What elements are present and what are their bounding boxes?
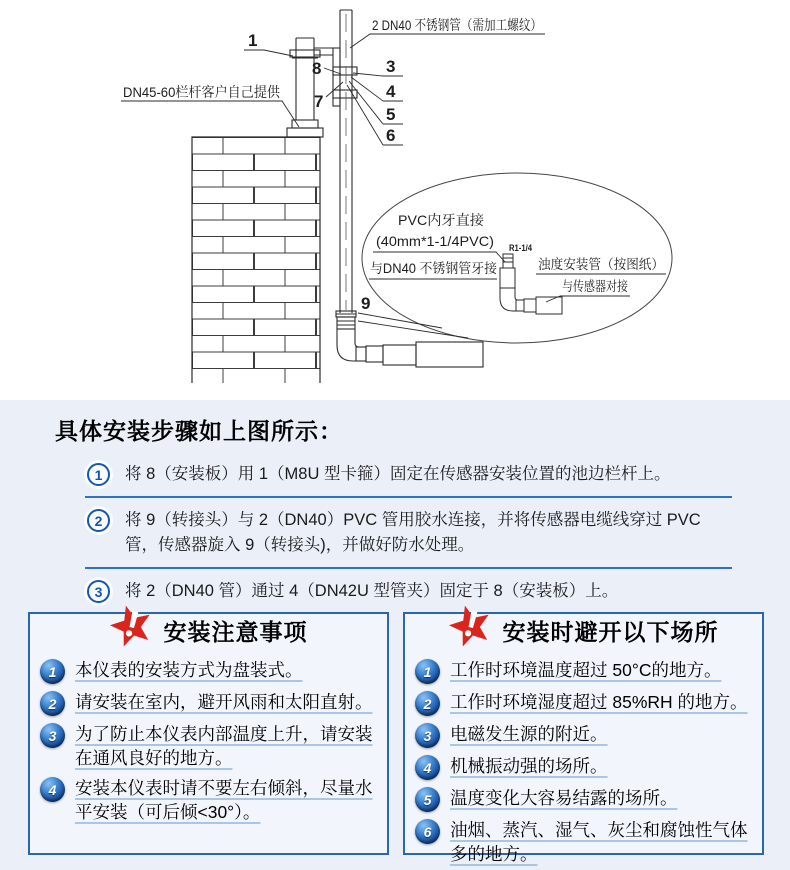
notice-item-1	[40, 658, 377, 684]
elbow-inner	[355, 329, 359, 347]
callout-5-label: 5	[386, 105, 396, 124]
notice-item-3-text: 为了防止本仪表内部温度上升，请安装在通风良好的地方。	[75, 724, 373, 769]
notice-box-header	[38, 608, 377, 652]
warning-boxes	[0, 600, 790, 865]
notice-item-4	[40, 776, 377, 824]
avoid-item-6-badge: 6	[415, 819, 440, 844]
installation-diagram-svg	[0, 0, 790, 400]
callout-6-label: 6	[386, 126, 396, 145]
avoid-item-4-badge: 4	[415, 755, 440, 780]
detail-sensor	[536, 297, 562, 314]
adapter-body	[337, 317, 355, 329]
elbow-outer	[337, 329, 356, 361]
avoid-box-header	[413, 608, 752, 652]
step-3-number: 3	[87, 580, 110, 603]
u-bolt-clamp	[290, 50, 320, 57]
notice-item-2	[40, 690, 377, 716]
avoid-item-2-text: 工作时环境湿度超过 85%RH 的地方。	[450, 692, 748, 712]
avoid-item-5-text: 温度变化大容易结露的场所。	[450, 788, 678, 808]
avoid-item-1-text: 工作时环境温度超过 50°C的地方。	[450, 660, 722, 680]
callout-7-label: 7	[314, 92, 324, 111]
notice-item-4-text: 安装本仪表时请不要左右倾斜，尽量水平安装（可后倾<30°）。	[75, 778, 373, 823]
avoid-item-2-badge: 2	[415, 691, 440, 716]
pipe-clamp-upper	[333, 67, 357, 75]
step-1-text: 将 8（安装板）用 1（M8U 型卡箍）固定在传感器安装位置的池边栏杆上。	[125, 465, 671, 483]
mounting-plate	[333, 48, 340, 106]
notice-box	[28, 612, 389, 855]
avoid-item-1	[415, 658, 752, 684]
callout-1-label: 1	[248, 31, 258, 50]
avoid-box	[403, 612, 764, 865]
pipe-label: 2 DN40 不锈钢管（需加工螺纹）	[372, 17, 542, 33]
avoid-item-2	[415, 690, 752, 716]
pipe-clamp-lower	[333, 90, 357, 98]
avoid-item-3-text: 电磁发生源的附近。	[450, 724, 608, 744]
step-2-number: 2	[87, 509, 110, 532]
railing-post	[287, 38, 323, 137]
pvc-label-line2: (40mm*1-1/4PVC)	[376, 233, 494, 249]
callout-8-label: 8	[312, 59, 322, 78]
turbidity-label-line2: 与传感器对接	[562, 279, 643, 294]
installation-steps-section	[0, 400, 790, 600]
step-row-2	[85, 498, 732, 569]
avoid-item-4	[415, 754, 752, 780]
avoid-box-title: 安装时避开以下场所	[502, 618, 719, 645]
steps-heading: 具体安装步骤如上图所示：	[55, 418, 343, 444]
avoid-item-6-text: 油烟、蒸汽、湿气、灰尘和腐蚀性气体多的地方。	[450, 820, 748, 865]
avoid-item-3-badge: 3	[415, 723, 440, 748]
avoid-item-3	[415, 722, 752, 748]
warning-star-icon	[447, 602, 494, 649]
pvc-label-line3: 与DN40 不锈钢管牙接	[370, 261, 503, 276]
notice-item-4-badge: 4	[40, 777, 65, 802]
detail-elbow-outer	[500, 288, 516, 311]
step-3-text: 将 2（DN40 管）通过 4（DN42U 型管夹）固定于 8（安装板）上。	[125, 582, 619, 601]
avoid-item-5	[415, 786, 752, 812]
steps-list	[85, 452, 732, 613]
avoid-item-1-badge: 1	[415, 659, 440, 684]
callout-9-label: 9	[361, 294, 371, 313]
steel-pipe	[340, 10, 352, 313]
avoid-item-5-badge: 5	[415, 787, 440, 812]
brick-wall	[192, 137, 320, 383]
notice-box-title: 安装注意事项	[163, 618, 308, 645]
pvc-adapter	[500, 268, 515, 288]
notice-item-3-badge: 3	[40, 723, 65, 748]
installation-diagram	[0, 0, 790, 400]
avoid-item-4-text: 机械振动强的场所。	[450, 756, 608, 776]
callout-3-label: 3	[386, 57, 396, 76]
notice-item-3	[40, 722, 377, 770]
instructions-area	[0, 400, 790, 870]
notice-item-1-badge: 1	[40, 659, 65, 684]
step-2-text: 将 9（转接头）与 2（DN40）PVC 管用胶水连接，并将传感器电缆线穿过 PVC 管，传感器旋入 9（转接头)，并做好防水处理。	[125, 511, 701, 555]
avoid-item-6	[415, 818, 752, 866]
thread-size-label: R1-1/4	[509, 243, 532, 253]
pvc-label-line1: PVC内牙直接	[398, 212, 486, 228]
notice-item-1-text: 本仪表的安装方式为盘装式。	[75, 660, 303, 680]
step-row-1	[85, 452, 732, 498]
warning-star-icon	[108, 602, 155, 649]
step-1-number: 1	[87, 463, 110, 486]
notice-item-2-text: 请安装在室内，避开风雨和太阳直射。	[75, 692, 373, 712]
railing-label: DN45-60栏杆客户自己提供	[123, 84, 281, 100]
turbidity-sensor	[416, 342, 483, 367]
notice-item-2-badge: 2	[40, 691, 65, 716]
detail-elbow-inner	[515, 288, 518, 300]
callout-4-label: 4	[386, 82, 396, 101]
turbidity-label-line1: 浊度安装管（按图纸）	[538, 257, 673, 272]
